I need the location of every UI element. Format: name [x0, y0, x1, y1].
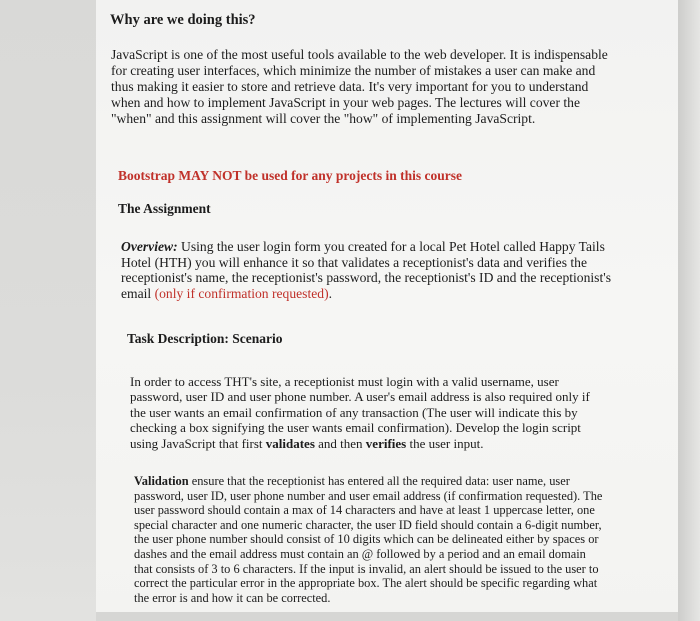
why-heading: Why are we doing this?: [110, 12, 256, 28]
overview-paragraph: [121, 239, 615, 301]
task-text-end: the user input.: [406, 435, 484, 451]
validation-paragraph: [134, 474, 604, 605]
task-paragraph: [130, 374, 604, 451]
overview-end: .: [328, 285, 333, 301]
page-edge-shadow: [678, 0, 700, 621]
task-verifies: verifies: [365, 435, 407, 451]
task-text-start: In order to access THT's site, a receptionist must login with a valid username, user password, user ID and user phone number. A user's email address is also required only if the user wants an email confirmation of any transaction (The user will indicate this by checking a box signifying the user wants email confirmation). Develop the login script using JavaScript that first: [130, 374, 590, 451]
overview-conditional: (only if confirmation requested): [154, 285, 329, 301]
validation-label: Validation: [134, 474, 189, 488]
overview-text: Using the user login form you created for a local Pet Hotel called Happy Tails Hotel (HTH) you will enhance it so that validates a receptionist's data and verifies the receptionist's name, the receptionist's password, the receptionist's ID and the receptionist's email: [121, 239, 611, 301]
assignment-heading: The Assignment: [118, 201, 211, 216]
overview-label: Overview:: [121, 239, 178, 254]
task-validates: validates: [265, 435, 315, 451]
task-text-mid: and then: [314, 435, 366, 451]
bootstrap-notice: Bootstrap MAY NOT be used for any projects in this course: [118, 168, 463, 183]
why-paragraph: JavaScript is one of the most useful tools available to the web developer. It is indispensable for creating user interfaces, which minimize the number of mistakes a user can make and thus making it easier to store and retrieve data. It's very important for you to understand when and how to implement JavaScript in your web pages. The lectures will cover the "when" and this assignment will cover the "how" of implementing JavaScript.: [111, 47, 608, 126]
task-heading: Task Description: Scenario: [127, 331, 283, 346]
validation-text: ensure that the receptionist has entered all the required data: user name, user password, user ID, user phone number and user email address (if confirmation requested). The user password should contain a max of 14 characters and have at least 1 uppercase letter, one special character and one numeric character, the user ID field should contain a 6-digit number, the user phone number should consist of 10 digits which can be delineated either by spaces or dashes and the email address must contain an @ followed by a period and an email domain that consists of 3 to 6 characters. If the input is invalid, an alert should be issued to the user to correct the particular error in the appropriate box. The alert should be specific regarding what the error is and how it can be corrected.: [134, 474, 603, 605]
page-bottom-edge: [96, 612, 678, 621]
